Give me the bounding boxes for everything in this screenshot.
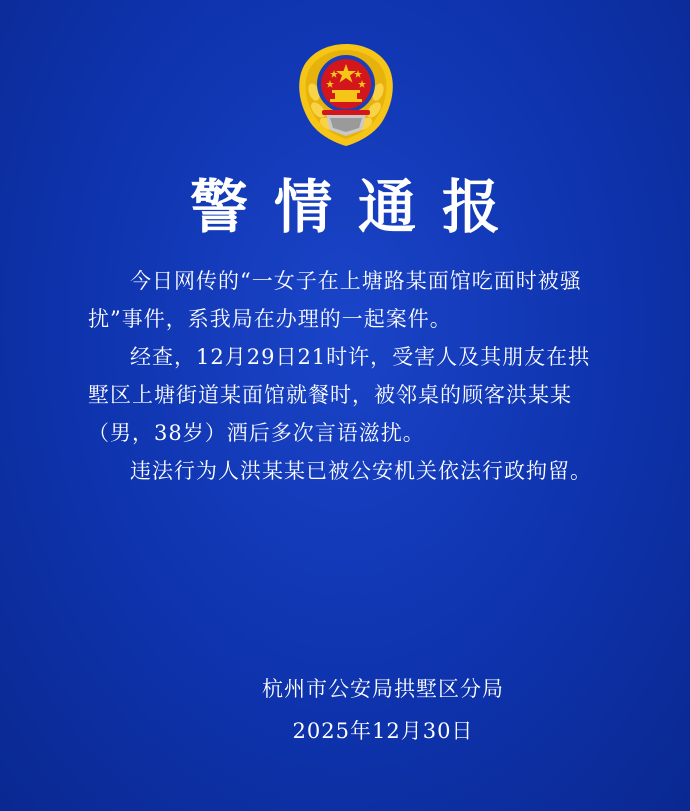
issue-date: 2025年12月30日 [292, 719, 474, 743]
page-title: 警情通报 [189, 173, 526, 241]
paragraph-1: 今日网传的“一女子在上塘路某面馆吃面时被骚扰”事件，系我局在办理的一起案件。 [88, 269, 582, 331]
issuing-organization: 杭州市公安局拱墅区分局 [262, 677, 504, 701]
paragraph-3: 违法行为人洪某某已被公安机关依法行政拘留。 [130, 459, 592, 483]
notice-body [88, 262, 610, 490]
paragraph-2: 经查，12月29日21时许，受害人及其朋友在拱墅区上塘街道某面馆就餐时，被邻桌的顾客洪某某（男，38岁）酒后多次言语滋扰。 [88, 345, 591, 445]
police-emblem-icon [292, 40, 400, 148]
